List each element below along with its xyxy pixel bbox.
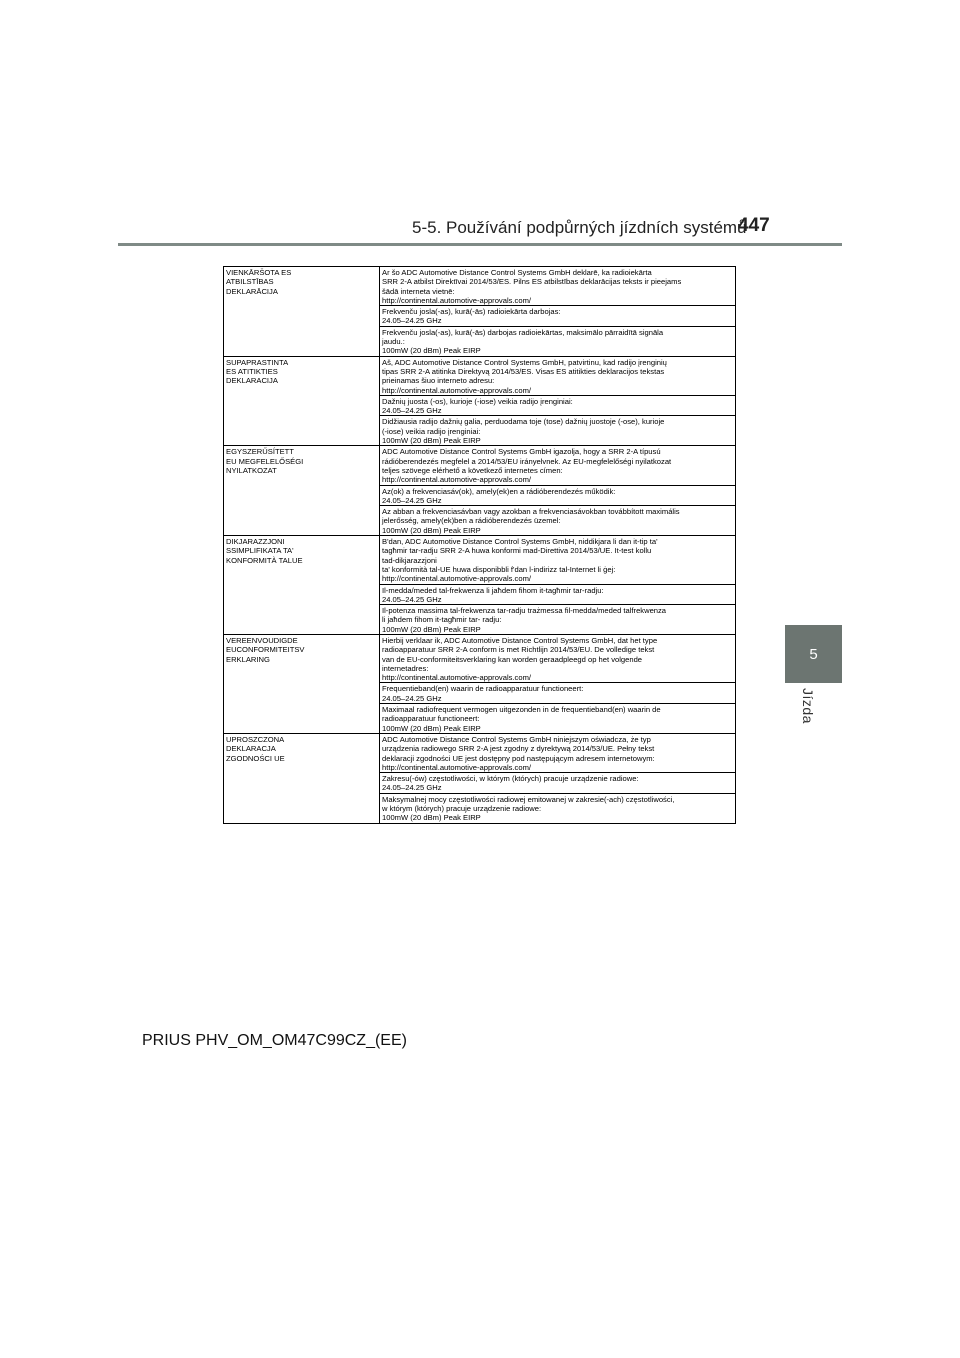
cell-text-line: Frekvenču josla(-as), kurā(-ās) darbojas radioiekārtas, maksimālo pārraidītā signāla [382, 327, 664, 337]
table-row [224, 634, 736, 682]
section-label [224, 733, 380, 823]
declaration-cell [380, 584, 736, 605]
cell-text-line: Frequentieband(en) waarin de radioapparatuur functioneert: [382, 684, 584, 694]
cell-text-line: Maksymalnej mocy częstotliwości radiowej emitowanej w zakresie(-ach) częstotliwości, [382, 794, 675, 804]
declaration-cell [380, 773, 736, 794]
cell-text-line: 24.05–24.25 GHz [382, 316, 442, 326]
cell-text-line: ta' konformità tal-UE huwa disponibbli f'dan l-indirizz tal-Internet li ġej: [382, 564, 616, 574]
section-label-line: DEKLARACIJA [226, 376, 278, 386]
chapter-number: 5 [809, 645, 818, 663]
section-label [224, 267, 380, 357]
cell-text-line: teljes szövege elérhető a következő internetes címen: [382, 465, 563, 475]
cell-text-line: radioapparatuur SRR 2-A conform is met Richtlijn 2014/53/EU. De volledige tekst [382, 645, 655, 655]
cell-text-line: van de EU-conformiteitsverklaring kan worden geraadpleegd op het volgende [382, 654, 643, 664]
section-label-line: DEKLARACJA [226, 744, 276, 754]
cell-text-line: Hierbij verklaar ik, ADC Automotive Distance Control Systems GmbH, dat het type [382, 635, 658, 645]
cell-text-line: Didžiausia radijo dažnių galia, perduodama toje (tose) dažnių juostoje (-ose), kurioje [382, 417, 665, 427]
section-label-line: DIKJARAZZJONI [226, 537, 285, 547]
declaration-cell [380, 416, 736, 446]
section-label-line: SUPAPRASTINTA [226, 357, 289, 367]
chapter-label: Jízda [800, 688, 816, 724]
cell-text-line: Maximaal radiofrequent vermogen uitgezonden in de frequentieband(en) waarin de [382, 705, 661, 715]
declaration-table [223, 266, 736, 824]
cell-text-line: http://continental.automotive-approvals.com/ [382, 295, 532, 305]
cell-text-line: http://continental.automotive-approvals.com/ [382, 475, 532, 485]
section-label-line: ATBILSTĪBAS [226, 277, 274, 287]
cell-text-line: Zakresu(-ów) częstotliwości, w którym (których) pracuje urządzenie radiowe: [382, 774, 639, 784]
chapter-tab [785, 625, 842, 683]
declaration-table-body [224, 267, 736, 824]
section-label-line: EU MEGFELELŐSÉGI [226, 456, 304, 466]
cell-text-line: 100mW (20 dBm) Peak EIRP [382, 624, 481, 634]
section-label-line: EUCONFORMITEITSV [226, 645, 305, 655]
cell-text-line: 100mW (20 dBm) Peak EIRP [382, 723, 481, 733]
cell-text-line: http://continental.automotive-approvals.com/ [382, 385, 532, 395]
declaration-cell [380, 536, 736, 584]
cell-text-line: rádióberendezés megfelel a 2014/53/EU irányelvnek. Az EU-megfelelőségi nyilatkozat [382, 456, 672, 466]
section-label-line: KONFORMITÀ TALUE [226, 555, 303, 565]
table-row [224, 536, 736, 584]
declaration-cell [380, 793, 736, 823]
table-row [224, 446, 736, 485]
cell-text-line: urządzenia radiowego SRR 2-A jest zgodny z dyrektywą 2014/53/UE. Pełny tekst [382, 744, 655, 754]
declaration-cell [380, 634, 736, 682]
cell-text-line: tagħmir tar-radju SRR 2-A huwa konformi mad-Direttiva 2014/53/UE. It-test kollu [382, 546, 652, 556]
declaration-cell [380, 733, 736, 772]
declaration-cell [380, 395, 736, 416]
cell-text-line: 100mW (20 dBm) Peak EIRP [382, 525, 481, 535]
declaration-cell [380, 704, 736, 734]
cell-text-line: 100mW (20 dBm) Peak EIRP [382, 813, 481, 823]
cell-text-line: Dažnių juosta (-os), kurioje (-iose) veikia radijo įrenginiai: [382, 396, 573, 406]
cell-text-line: internetadres: [382, 663, 429, 673]
declaration-cell [380, 506, 736, 536]
table-row [224, 733, 736, 772]
header-rule [118, 243, 842, 246]
cell-text-line: ADC Automotive Distance Control Systems GmbH niniejszym oświadcza, że typ [382, 734, 651, 744]
cell-text-line: Frekvenču josla(-as), kurā(-ās) radioiekārta darbojas: [382, 307, 561, 317]
table-row [224, 267, 736, 306]
cell-text-line: li jaħdem fihom it-tagħmir tar- radju: [382, 615, 502, 625]
cell-text-line: (-iose) veikia radijo įrenginiai: [382, 426, 481, 436]
declaration-cell [380, 267, 736, 306]
cell-text-line: 24.05–24.25 GHz [382, 495, 442, 505]
cell-text-line: Ar šo ADC Automotive Distance Control Systems GmbH deklarē, ka radioiekārta [382, 268, 652, 277]
cell-text-line: radioapparatuur functioneert: [382, 714, 480, 724]
cell-text-line: Il-potenza massima tal-frekwenza tar-radju trażmessa fil-medda/meded talfrekwenza [382, 606, 667, 616]
section-label [224, 446, 380, 536]
cell-text-line: ADC Automotive Distance Control Systems GmbH igazolja, hogy a SRR 2-A típusú [382, 447, 661, 457]
section-label-line: ERKLARING [226, 654, 270, 664]
section-label [224, 536, 380, 635]
section-label-line: VEREENVOUDIGDE [226, 635, 298, 645]
cell-text-line: Az(ok) a frekvenciasáv(ok), amely(ek)en a rádióberendezés működik: [382, 486, 616, 496]
declaration-cell [380, 683, 736, 704]
cell-text-line: w którym (których) pracuje urządzenie radiowe: [382, 804, 542, 814]
cell-text-line: jelerősség, amely(ek)ben a rádióberendezés üzemel: [382, 516, 561, 526]
section-label-line: NYILATKOZAT [226, 465, 277, 475]
cell-text-line: 24.05–24.25 GHz [382, 594, 442, 604]
declaration-cell [380, 446, 736, 485]
cell-text-line: http://continental.automotive-approvals.com/ [382, 673, 532, 683]
cell-text-line: Az abban a frekvenciasávban vagy azokban a frekvenciasávokban továbbított maximális [382, 507, 680, 517]
declaration-cell [380, 326, 736, 356]
cell-text-line: prieinamas šiuo interneto adresu: [382, 376, 495, 386]
cell-text-line: 24.05–24.25 GHz [382, 406, 442, 416]
section-label-line: EGYSZERŰSÍTETT [226, 447, 294, 457]
declaration-cell [380, 356, 736, 395]
cell-text-line: SRR 2-A atbilst Direktīvai 2014/53/ES. Pilns ES atbilstības deklarācijas teksts ir pieejams [382, 277, 682, 287]
cell-text-line: 100mW (20 dBm) Peak EIRP [382, 346, 481, 356]
cell-text-line: tipas SRR 2-A atitinka Direktyvą 2014/53/ES. Visas ES atitikties deklaracijos tekstas [382, 366, 665, 376]
section-label-line: UPROSZCZONA [226, 734, 285, 744]
section-label [224, 356, 380, 446]
page-number: 447 [738, 215, 770, 236]
declaration-cell [380, 605, 736, 635]
header-title: 5-5. Používání podpůrných jízdních systémů [412, 218, 747, 237]
section-label-line: VIENKĀRŠOTA ES [226, 268, 292, 277]
cell-text-line: jaudu.: [382, 337, 405, 347]
cell-text-line: 24.05–24.25 GHz [382, 693, 442, 703]
cell-text-line: Il-medda/meded tal-frekwenza li jaħdem fihom it-tagħmir tar-radju: [382, 585, 604, 595]
section-label-line: SSIMPLIFIKATA TA' [226, 546, 294, 556]
declaration-cell [380, 485, 736, 506]
cell-text-line: http://continental.automotive-approvals.com/ [382, 762, 532, 772]
cell-text-line: Aš, ADC Automotive Distance Control Systems GmbH, patvirtinu, kad radijo įrenginių [382, 357, 667, 367]
cell-text-line: deklaracji zgodności UE jest dostępny pod następującym adresem internetowym: [382, 753, 655, 763]
cell-text-line: šādā interneta vietnē: [382, 286, 455, 296]
section-label-line: ES ATITIKTIES [226, 366, 278, 376]
cell-text-line: B'dan, ADC Automotive Distance Control Systems GmbH, niddikjara li dan it-tip ta' [382, 537, 658, 547]
cell-text-line: tad-dikjarazzjoni [382, 555, 437, 565]
footer-doc-code: PRIUS PHV_OM_OM47C99CZ_(EE) [142, 1032, 407, 1049]
section-label [224, 634, 380, 733]
table-row [224, 356, 736, 395]
declaration-cell [380, 306, 736, 327]
cell-text-line: 24.05–24.25 GHz [382, 783, 442, 793]
section-label-line: ZGODNOŚCI UE [226, 753, 285, 763]
cell-text-line: http://continental.automotive-approvals.com/ [382, 574, 532, 584]
section-label-line: DEKLARĀCIJA [226, 286, 278, 296]
cell-text-line: 100mW (20 dBm) Peak EIRP [382, 436, 481, 446]
